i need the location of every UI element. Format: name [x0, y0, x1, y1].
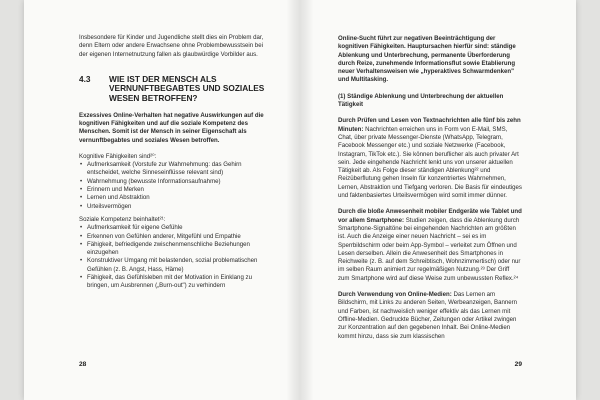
section-heading — [79, 75, 270, 104]
subheading: (1) Ständige Ablenkung und Unterbrechung der aktuellen Tätigkeit — [338, 92, 504, 109]
section-number: 4.3 — [79, 73, 91, 84]
list-item: • Fähigkeit, das Gefühlsleben mit der Motivation in Einklang zu bringen, um Ausbrennen („Burn-out") zu verhindern — [80, 274, 252, 290]
gutter-shadow — [300, 0, 314, 400]
lead-paragraph: Exzessives Online-Verhalten hat negative Auswirkungen auf die kognitiven Fähigkeiten und auf die soziale Kompetenz des Menschen. Somit ist der Mensch in seiner Eigenschaft als vernunftbegabtes und soziales Wesen betroffen. — [79, 111, 264, 144]
body-paragraph: Durch Prüfen und Lesen von Textnachrichten alle fünf bis zehn Minuten: Nachrichten erreichen uns in Form von E-Mail, SMS, Chat, über private Messenger-Dienste (WhatsApp, Telegram, Facebook Messenger etc.) und soziale Netzwerke (Facebook, Instagram, TikTok etc.). Sie können beruflicher als auch privater Art sein. Jede eingehende Nachricht lenkt uns von unserer aktuellen Tätigkeit ab. Als Folge dieser ständigen Ablenkung²² und Reizüberflutung gehen Inseln für konzentriertes Wahrnehmen, Lernen, Abstraktion und Tiefgang verloren. Die Basis für eindeutiges und faktenbasiertes Urteilsvermögen wird somit immer dünner. — [338, 117, 522, 200]
list-item: • Aufmerksamkeit für eigene Gefühle — [80, 224, 183, 232]
body-paragraph: Durch die bloße Anwesenheit mobiler Endgeräte wie Tablet und vor allem Smartphone: Studien zeigen, dass die Ablenkung durch Smartphone-Signaltöne bei eingehenden Nachrichten am größten ist. Auch die Anzeige einer neuen Nachricht – sei es im Sperrbildschirm oder beim App-Symbol – verleitet zum Öffnen und Lesen derselben. Allein die Anwesenheit des Smartphones in Reichweite (z. B. auf dem Schreibtisch, Wohnzimmertisch) oder nur im selben Raum animiert zur regelmäßigen Nutzung.²³ Der Griff zum Smartphone wird auf diese Weise zum unbewussten Reflex.²⁴ — [338, 208, 522, 282]
list-item: • Aufmerksamkeit (Vorstufe zur Wahrnehmung: das Gehirn entscheidet, welche Sinneseinflüsse relevant sind) — [80, 161, 242, 177]
section-title: WIE IST DER MENSCH ALS VERNUNFTBEGABTES UND SOZIALES WESEN BETROFFEN? — [109, 73, 265, 104]
cognitive-heading: Kognitive Fähigkeiten sind²⁰: — [79, 152, 157, 160]
cognitive-list — [79, 161, 270, 211]
page-number-left: 28 — [79, 361, 87, 368]
social-list — [79, 224, 270, 290]
list-item: • Fähigkeit, befriedigende zwischenmenschliche Beziehungen einzugehen — [80, 240, 250, 257]
list-item: • Erinnern und Merken — [80, 186, 144, 194]
list-item: • Lernen und Abstraktion — [80, 194, 150, 202]
list-item: • Erkennen von Gefühlen anderer, Mitgefühl und Empathie — [80, 232, 241, 240]
list-item: • Konstruktiver Umgang mit belastenden, sozial problematischen Gefühlen (z. B. Angst, Hass, Häme) — [80, 257, 258, 273]
left-page — [24, 0, 300, 400]
social-heading: Soziale Kompetenz beinhaltet²¹: — [79, 215, 166, 223]
list-item: • Urteilsvermögen — [80, 202, 132, 210]
intro-paragraph: Insbesondere für Kinder und Jugendliche stellt dies ein Problem dar, denn Eltern oder andere Erwachsene ohne Problembewusstsein bei der eigenen Internetnutzung fallen als glaubwürdige Vorbilder aus. — [79, 34, 264, 58]
list-item: • Wahrnehmung (bewusste Informationsaufnahme) — [80, 177, 221, 185]
lead-paragraph: Online-Sucht führt zur negativen Beeinträchtigung der kognitiven Fähigkeiten. Hauptursachen hierfür sind: ständige Ablenkung und Unterbrechung, permanente Überforderung durch Reize, zunehmende Informationsflut sowie Etablierung neuer Verhaltensweisen wie „hyperaktives Schwarmdenken" und Multitasking. — [338, 35, 516, 84]
page-number-right: 29 — [514, 361, 522, 368]
gutter-shadow — [286, 0, 300, 400]
body-paragraph: Durch Verwendung von Online-Medien: Das Lernen am Bildschirm, mit Links zu anderen Seiten, Werbeanzeigen, Bannern und Farben, ist nachweislich weniger effektiv als das Lernen mit Offline-Medien. Gedruckte Bücher, Zeitungen oder Artikel zwingen zur Konzentration auf den gegebenen Inhalt. Bei Online-Medien kommt hinzu, dass sie zum klassischen — [338, 291, 518, 340]
book-spread — [24, 0, 576, 400]
right-page — [300, 0, 576, 400]
